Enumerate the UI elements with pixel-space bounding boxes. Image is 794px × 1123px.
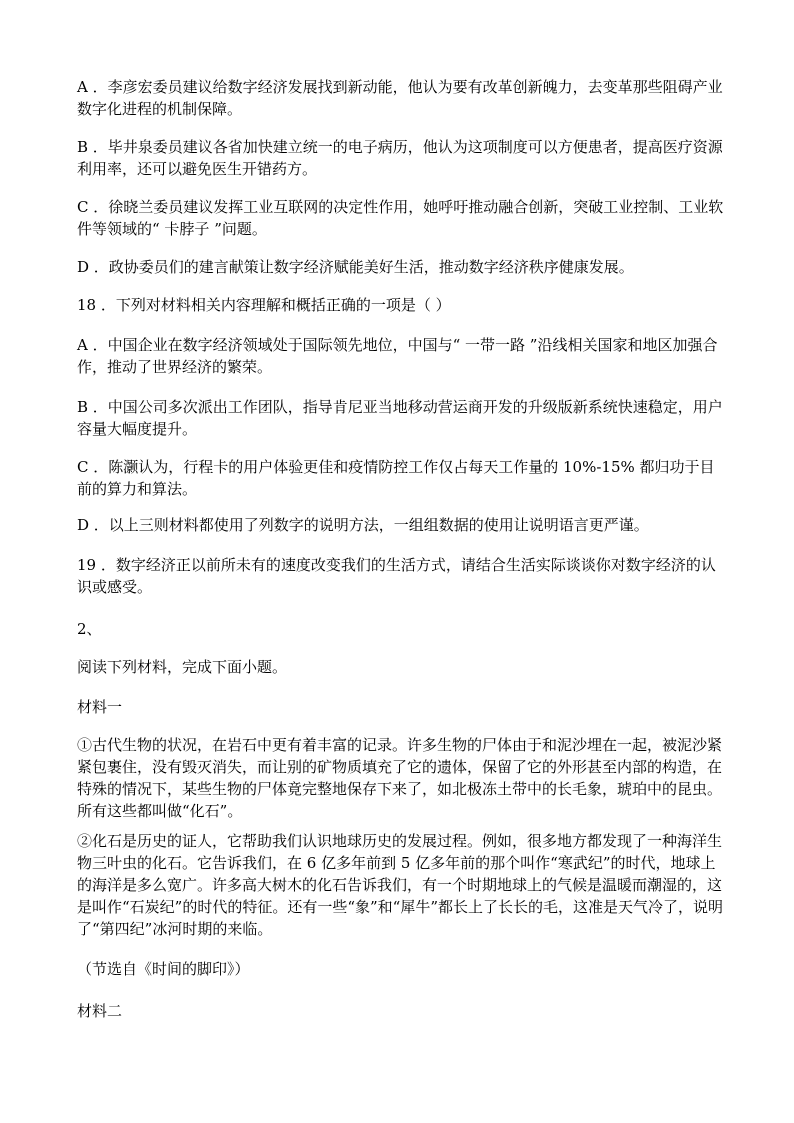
section-number: 2、 [77, 620, 102, 638]
option-a-paragraph: A ．李彦宏委员建议给数字经济发展找到新动能，他认为要有改革创新魄力，去变革那些阻碍产业数字化进程的机制保障。 [77, 78, 723, 118]
material-one-para-2: ②化石是历史的证人，它帮助我们认识地球历史的发展过程。例如，很多地方都发现了一种海洋生物三叶虫的化石。它告诉我们，在 6 亿多年前到 5 亿多年前的那个叫作“寒武纪”的时代，地球上的海洋是多么宽广。许多高大树木的化石告诉我们，有一个时期地球上的气候是温暖而潮湿的，这是叫作“石炭纪”的时代的特征。还有一些“象”和“犀牛”都长上了长长的毛，这准是天气冷了，说明了“第四纪”冰河时期的来临。 [77, 832, 724, 938]
option-b-paragraph: B ．毕井泉委员建议各省加快建立统一的电子病历，他认为这项制度可以方便患者，提高医疗资源利用率，还可以避免医生开错药方。 [77, 138, 723, 178]
option-d-paragraph: D ．政协委员们的建言献策让数字经济赋能美好生活，推动数字经济秩序健康发展。 [77, 258, 634, 276]
source-citation: （节选自《时间的脚印》） [77, 960, 250, 978]
q18-option-d: D ．以上三则材料都使用了列数字的说明方法，一组组数据的使用让说明语言更严谨。 [77, 516, 649, 534]
material-one-heading: 材料一 [77, 698, 123, 716]
reading-instruction: 阅读下列材料，完成下面小题。 [77, 658, 288, 676]
option-c-paragraph: C ．徐晓兰委员建议发挥工业互联网的决定性作用，她呼吁推动融合创新，突破工业控制、工业软件等领域的“ 卡脖子 ”问题。 [77, 198, 724, 238]
question-19: 19 ．数字经济正以前所未有的速度改变我们的生活方式，请结合生活实际谈谈你对数字经济的认识或感受。 [77, 556, 716, 596]
q18-option-a: A ．中国企业在数字经济领域处于国际领先地位，中国与“ 一带一路 ”沿线相关国家和地区加强合作，推动了世界经济的繁荣。 [77, 336, 718, 376]
question-18: 18 ．下列对材料相关内容理解和概括正确的一项是（ ） [77, 296, 451, 314]
material-one-para-1: ①古代生物的状况，在岩石中更有着丰富的记录。许多生物的尸体由于和泥沙埋在一起，被泥沙紧紧包裹住，没有毁灭消失，而让别的矿物质填充了它的遗体，保留了它的外形甚至内部的构造，在特殊的情况下，某些生物的尸体竟完整地保存下来了，如北极冻土带中的长毛象，琥珀中的昆虫。所有这些都叫做“化石”。 [77, 736, 723, 820]
q18-option-b: B ．中国公司多次派出工作团队，指导肯尼亚当地移动营运商开发的升级版新系统快速稳定，用户容量大幅度提升。 [77, 398, 723, 438]
material-two-heading: 材料二 [77, 1002, 123, 1020]
q18-option-c: C ．陈灏认为，行程卡的用户体验更佳和疫情防控工作仅占每天工作量的 10%-15% 都归功于目前的算力和算法。 [77, 458, 715, 498]
